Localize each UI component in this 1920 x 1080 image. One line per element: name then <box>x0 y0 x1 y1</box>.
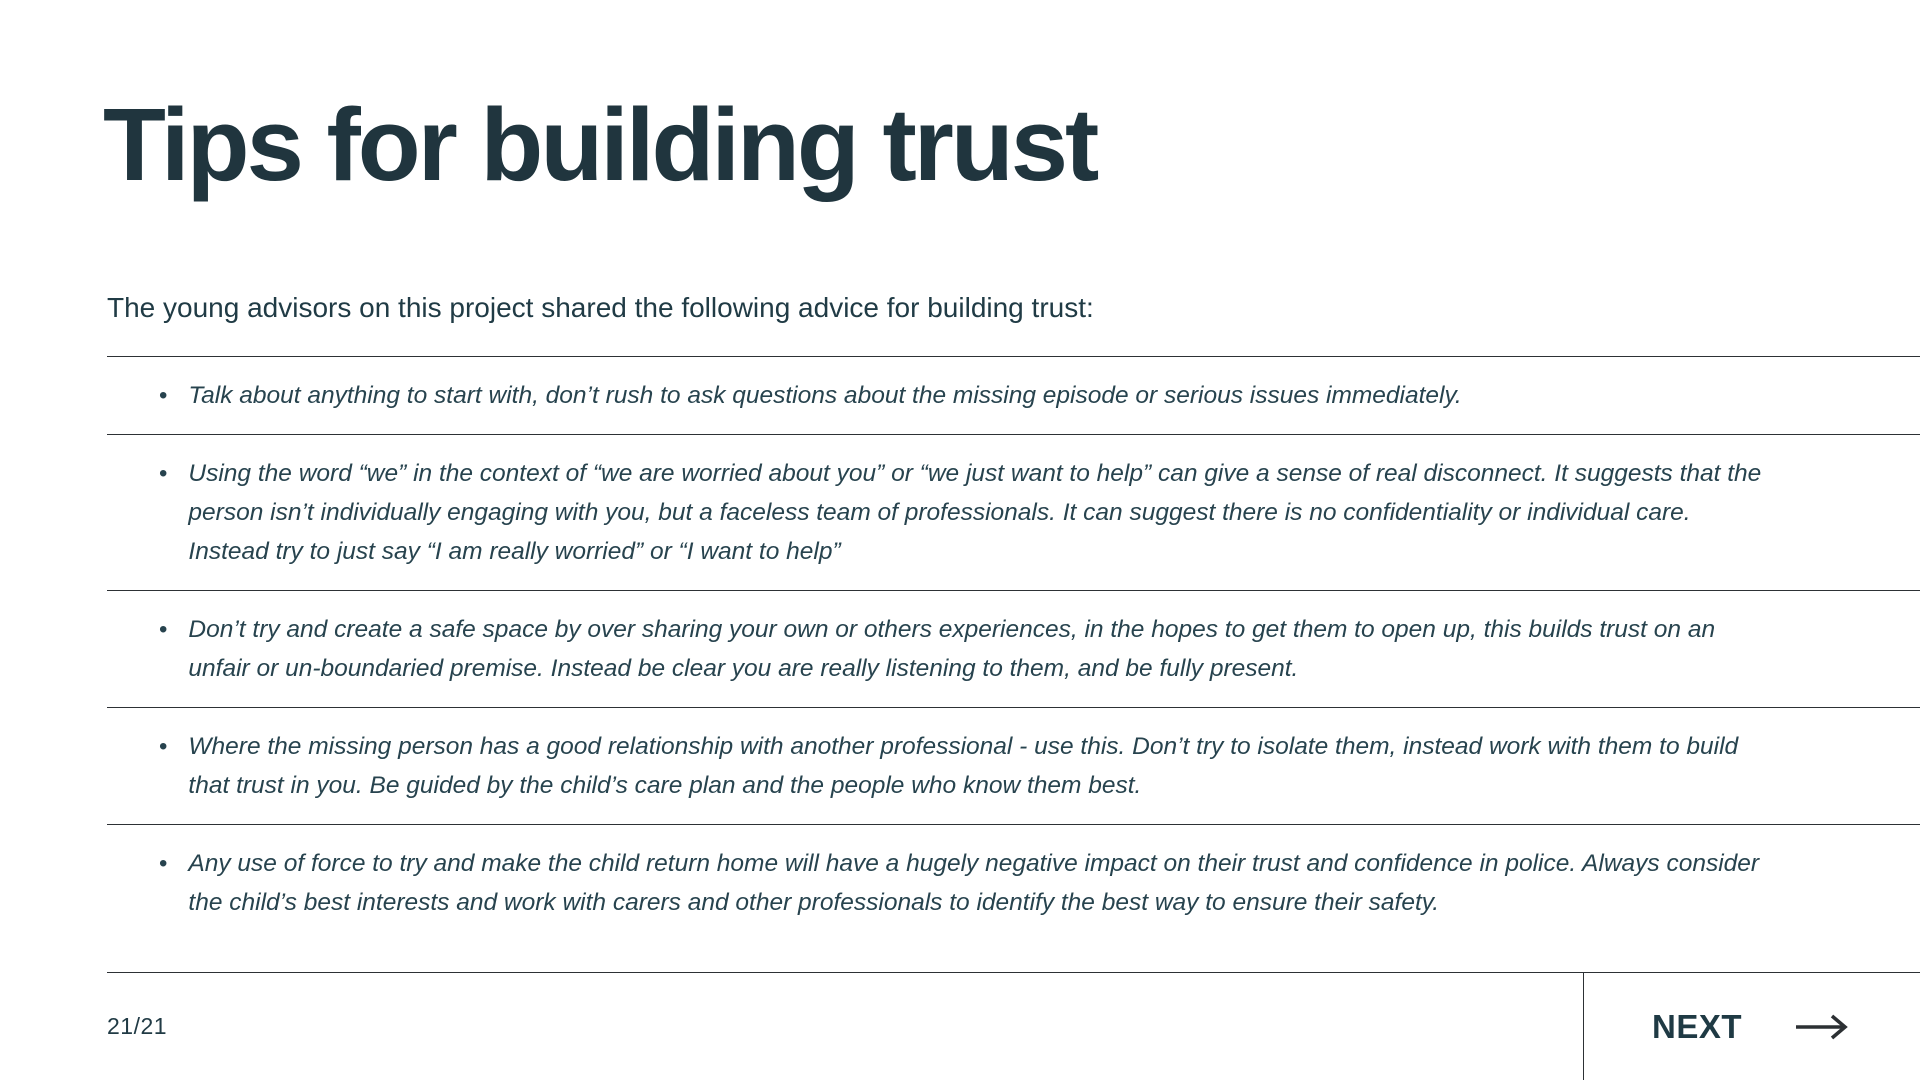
tip-text: Where the missing person has a good relationship with another professional - use this. Don’t try to isolate them, instead work with them to build that trust in you. Be guided by the child’s care plan and the people who know them best. <box>188 733 1739 799</box>
next-section <box>1583 973 1920 1080</box>
footer-left <box>107 973 1583 1080</box>
tip-item <box>107 707 1920 824</box>
bullet-icon: • <box>159 850 168 877</box>
tip-item <box>107 434 1920 590</box>
tip-text: Any use of force to try and make the child return home will have a hugely negative impact on their trust and confidence in police. Always consider the child’s best interests and work with carers and other professionals to identify the best way to ensure their safety. <box>188 850 1760 916</box>
tip-item <box>107 356 1920 434</box>
next-button[interactable] <box>1652 1008 1852 1046</box>
page-title: Tips for building trust <box>103 87 1097 202</box>
intro-text: The young advisors on this project shared the following advice for building trust: <box>107 292 1094 323</box>
page-indicator: 21/21 <box>107 1013 168 1039</box>
tip-item <box>107 590 1920 707</box>
bullet-icon: • <box>159 616 168 643</box>
bullet-icon: • <box>159 460 168 487</box>
tip-text: Don’t try and create a safe space by over sharing your own or others experiences, in the hopes to get them to open up, this builds trust on an unfair or un-boundaried premise. Instead be clear you are really listening to them, and be fully present. <box>188 616 1716 682</box>
bullet-icon: • <box>159 733 168 760</box>
tip-text: Talk about anything to start with, don’t rush to ask questions about the missing episode or serious issues immediately. <box>188 382 1462 409</box>
next-button-label: NEXT <box>1651 1007 1742 1045</box>
bullet-icon: • <box>159 382 168 409</box>
tip-text: Using the word “we” in the context of “we are worried about you” or “we just want to help” can give a sense of real disconnect. It suggests that the person isn’t individually engaging with you, but a faceless team of professionals. It can suggest there is no confidentiality or individual care. Instead try to just say “I am really worried” or “I want to help” <box>188 460 1762 565</box>
footer <box>107 972 1920 1080</box>
arrow-right-icon <box>1794 1013 1852 1041</box>
tips-list <box>107 356 1920 941</box>
tip-item <box>107 824 1920 941</box>
